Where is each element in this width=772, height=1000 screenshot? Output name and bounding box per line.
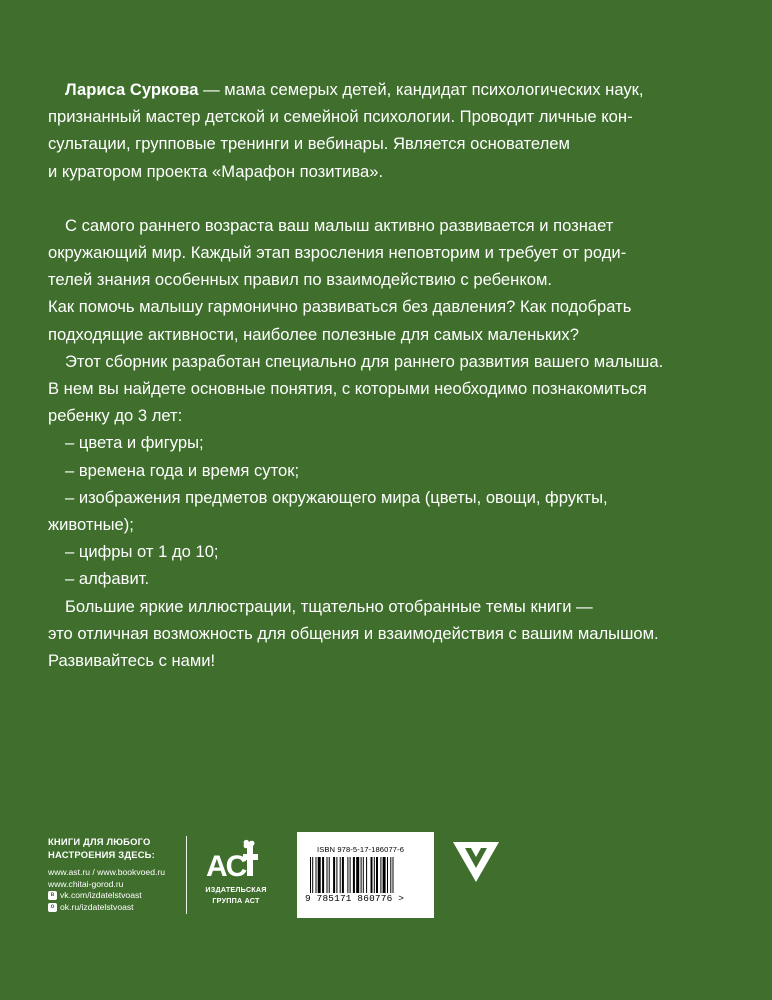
vk-link[interactable]: vk.com/izdatelstvoast — [60, 890, 142, 900]
description-line: Большие яркие иллюстрации, тщательно отобранные темы книги — — [65, 596, 593, 616]
author-name: Лариса Суркова — [65, 80, 199, 99]
publisher-caption-line: ГРУППА АСТ — [212, 896, 260, 905]
description-line: С самого раннего возраста ваш малыш активно развивается и познает — [65, 215, 614, 235]
list-item: – алфавит. — [65, 569, 150, 589]
ok-link[interactable]: ok.ru/izdatelstvoast — [60, 901, 134, 912]
author-bio-line: и куратором проекта «Марафон позитива». — [48, 161, 384, 181]
list-item: – времена года и время суток; — [65, 460, 300, 480]
description-line: телей знания особенных правил по взаимодействию с ребенком. — [48, 270, 553, 290]
description-line: подходящие активности, наиболее полезные для самых маленьких? — [48, 324, 579, 344]
footer-links-block — [48, 836, 188, 913]
barcode-area — [297, 832, 434, 918]
list-item: животные); — [48, 515, 134, 535]
back-cover-text — [48, 76, 698, 674]
author-bio-line: признанный мастер детской и семейной психологии. Проводит личные кон- — [48, 107, 633, 127]
footer-divider — [186, 836, 187, 914]
list-item: – цифры от 1 до 10; — [65, 542, 219, 562]
isbn-number: ISBN 978-5-17-186077-6 — [317, 845, 405, 854]
ok-icon: о — [48, 903, 57, 912]
list-item: – изображения предметов окружающего мира (цветы, овощи, фрукты, — [65, 487, 608, 507]
ast-logo-icon — [197, 834, 269, 884]
description-line: Развивайтесь с нами! — [48, 651, 216, 671]
publisher-caption — [191, 884, 281, 906]
svg-text:AC: AC — [206, 850, 246, 883]
footer-link[interactable]: www.chitai-gorod.ru — [48, 878, 124, 889]
description-line: Этот сборник разработан специально для раннего развития вашего малыша. — [65, 351, 664, 371]
vk-icon: в — [48, 891, 57, 900]
footer-title — [48, 836, 188, 861]
description-line: Как помочь малышу гармонично развиваться без давления? Как подобрать — [48, 297, 632, 317]
author-bio-line: сультации, групповые тренинги и вебинары. Является основателем — [48, 134, 570, 154]
publisher-caption-line: ИЗДАТЕЛЬСКАЯ — [205, 885, 267, 894]
barcode-digits: 9 785171 860776 > — [305, 893, 405, 904]
barcode-icon — [310, 857, 424, 893]
description-line: ребенку до 3 лет: — [48, 406, 183, 426]
description-line: окружающий мир. Каждый этап взросления неповторим и требует от роди- — [48, 243, 627, 263]
list-item: – цвета и фигуры; — [65, 433, 204, 453]
description-line: это отличная возможность для общения и взаимодействия с вашим малышом. — [48, 623, 659, 643]
v-logo-icon — [451, 836, 501, 886]
author-bio-text: — мама семерых детей, кандидат психологических наук, — [198, 80, 644, 99]
footer-title-line: НАСТРОЕНИЯ ЗДЕСЬ: — [48, 848, 155, 860]
footer-link[interactable]: www.ast.ru / www.bookvoed.ru — [48, 867, 166, 877]
description-line: В нем вы найдете основные понятия, с которыми необходимо познакомиться — [48, 379, 647, 399]
author-bio-line — [48, 76, 698, 103]
footer-title-line: КНИГИ ДЛЯ ЛЮБОГО — [48, 836, 151, 847]
